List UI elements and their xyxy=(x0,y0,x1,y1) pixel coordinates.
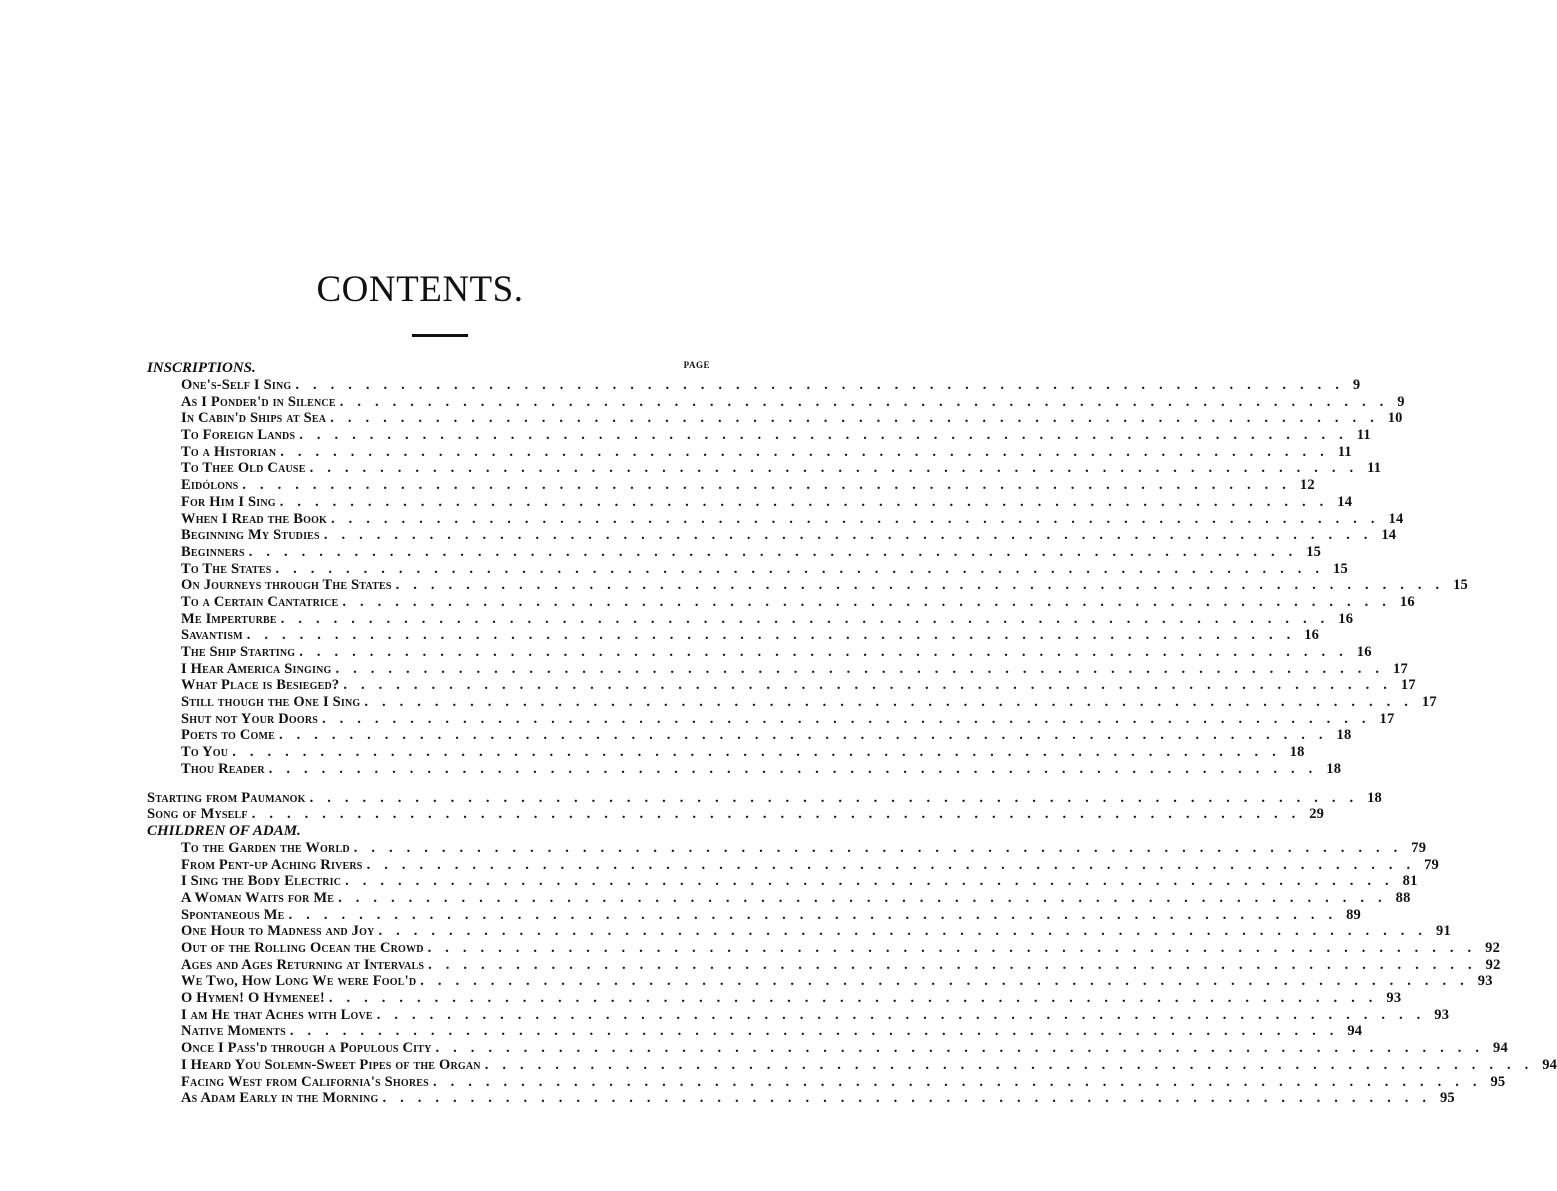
section-gap xyxy=(147,778,710,790)
toc-entry[interactable] xyxy=(147,923,1451,940)
entry-page-number: 11 xyxy=(1367,460,1382,477)
table-of-contents xyxy=(147,360,1557,1107)
toc-entry[interactable] xyxy=(147,873,1418,890)
page-column-label: PAGE xyxy=(683,360,710,370)
entry-title: From Pent-up Aching Rivers xyxy=(181,856,363,873)
dot-leader: ............................................................ xyxy=(335,660,1393,677)
dot-leader: ............................................................ xyxy=(364,694,1422,711)
dot-leader: ............................................................ xyxy=(420,973,1478,990)
section-heading: CHILDREN OF ADAM. xyxy=(147,822,301,839)
entry-page-number: 18 xyxy=(1367,789,1382,806)
entry-title: Beginners xyxy=(181,543,245,560)
entry-title: Song of Myself xyxy=(147,806,248,823)
toc-entry[interactable] xyxy=(147,940,1501,957)
dot-leader: ............................................................ xyxy=(366,856,1425,873)
entry-title: To Thee Old Cause xyxy=(181,460,306,477)
entry-page-number: 16 xyxy=(1304,627,1320,644)
entry-title: To The States xyxy=(181,560,272,577)
dot-leader: ............................................................ xyxy=(322,710,1380,727)
toc-entry[interactable] xyxy=(147,543,1322,561)
toc-entry[interactable] xyxy=(147,510,1404,528)
entry-page-number: 79 xyxy=(1424,856,1439,873)
dot-leader: ............................................................ xyxy=(330,410,1388,427)
toc-entry[interactable] xyxy=(147,1073,1506,1091)
toc-entry[interactable] xyxy=(147,1040,1508,1057)
dot-leader: ............................................................ xyxy=(279,493,1338,510)
entry-title: When I Read the Book xyxy=(181,510,328,527)
entry-title: Once I Pass'd through a Populous City xyxy=(181,1040,432,1057)
dot-leader: ............................................................ xyxy=(251,806,1310,823)
toc-entry[interactable] xyxy=(147,660,1408,678)
dot-leader: ............................................................ xyxy=(378,923,1437,940)
entry-title: To You xyxy=(181,744,229,761)
dot-leader: ............................................................ xyxy=(331,510,1389,527)
entry-page-number: 93 xyxy=(1477,973,1493,990)
toc-entry[interactable] xyxy=(147,789,1382,807)
entry-title: Still though the One I Sing xyxy=(181,694,361,711)
entry-page-number: 9 xyxy=(1352,377,1361,393)
toc-entry[interactable] xyxy=(147,377,1361,394)
entry-page-number: 88 xyxy=(1395,889,1411,906)
dot-leader: ............................................................ xyxy=(309,460,1368,477)
toc-entry[interactable] xyxy=(147,856,1439,874)
dot-leader: ............................................................ xyxy=(280,610,1339,627)
toc-entry[interactable] xyxy=(147,1056,1557,1074)
entry-page-number: 79 xyxy=(1411,839,1427,856)
toc-entry[interactable] xyxy=(147,906,1361,924)
dot-leader: ............................................................ xyxy=(376,1006,1435,1023)
toc-entry[interactable] xyxy=(147,610,1354,628)
dot-leader: ............................................................ xyxy=(299,644,1357,660)
dot-leader: ............................................................ xyxy=(395,577,1454,594)
dot-leader: ............................................................ xyxy=(345,873,1403,890)
entry-title: Ages and Ages Returning at Intervals xyxy=(181,956,425,973)
dot-leader: ............................................................ xyxy=(280,443,1338,460)
dot-leader: ............................................................ xyxy=(435,1040,1494,1057)
entry-page-number: 15 xyxy=(1453,577,1469,594)
dot-leader: ............................................................ xyxy=(275,560,1334,577)
toc-entry[interactable] xyxy=(147,644,1372,661)
entry-title: Eidólons xyxy=(181,477,239,494)
dot-leader: ............................................................ xyxy=(353,839,1412,856)
entry-page-number: 29 xyxy=(1309,806,1325,823)
toc-body xyxy=(147,360,1557,1107)
entry-title: For Him I Sing xyxy=(181,493,276,510)
dot-leader: ............................................................ xyxy=(428,956,1486,973)
entry-title: Spontaneous Me xyxy=(181,906,285,923)
toc-entry[interactable] xyxy=(147,427,1371,444)
entry-title: I am He that Aches with Love xyxy=(181,1006,373,1023)
entry-title: O Hymen! O Hymenee! xyxy=(181,990,325,1007)
entry-page-number: 94 xyxy=(1347,1023,1363,1040)
toc-entry[interactable] xyxy=(147,410,1403,427)
toc-entry[interactable] xyxy=(147,956,1501,974)
entry-title: The Ship Starting xyxy=(181,644,296,660)
entry-page-number: 16 xyxy=(1338,610,1354,627)
entry-page-number: 10 xyxy=(1387,410,1403,427)
entry-title: I Hear America Singing xyxy=(181,660,332,677)
entry-page-number: 17 xyxy=(1400,677,1416,694)
entry-page-number: 14 xyxy=(1337,493,1353,510)
entry-title: Starting from Paumanok xyxy=(147,789,306,806)
dot-leader: ............................................................ xyxy=(288,906,1347,923)
entry-title: To Foreign Lands xyxy=(181,427,296,444)
dot-leader: ............................................................ xyxy=(246,627,1305,644)
dot-leader: ............................................................ xyxy=(484,1056,1543,1073)
entry-title: Thou Reader xyxy=(181,760,265,777)
entry-page-number: 18 xyxy=(1336,727,1352,744)
entry-title: We Two, How Long We were Fool'd xyxy=(181,973,417,990)
entry-page-number: 16 xyxy=(1356,644,1372,660)
entry-title: On Journeys through The States xyxy=(181,577,392,594)
toc-entry[interactable] xyxy=(147,727,1352,744)
toc-entry[interactable] xyxy=(147,677,1416,694)
toc-entry[interactable] xyxy=(147,560,1348,578)
entry-page-number: 91 xyxy=(1436,923,1451,940)
toc-entry[interactable] xyxy=(147,1006,1450,1024)
entry-page-number: 15 xyxy=(1306,543,1322,560)
toc-entry[interactable] xyxy=(147,973,1493,990)
entry-title: To the Garden the World xyxy=(181,839,350,856)
toc-entry[interactable] xyxy=(147,443,1352,461)
dot-leader: ............................................................ xyxy=(299,427,1357,444)
entry-title: In Cabin'd Ships at Sea xyxy=(181,410,327,427)
toc-entry[interactable] xyxy=(147,839,1427,857)
dot-leader: ............................................................ xyxy=(339,393,1398,410)
toc-entry[interactable] xyxy=(147,477,1315,494)
toc-entry[interactable] xyxy=(147,710,1395,728)
dot-leader: ............................................................ xyxy=(248,543,1307,560)
toc-entry[interactable] xyxy=(147,393,1405,411)
entry-title: To a Historian xyxy=(181,443,277,460)
entry-title: I Heard You Solemn-Sweet Pipes of the Organ xyxy=(181,1056,481,1073)
dot-leader: ............................................................ xyxy=(427,940,1486,956)
toc-entry[interactable] xyxy=(147,990,1402,1007)
toc-entry[interactable] xyxy=(147,806,1325,823)
dot-leader: ............................................................ xyxy=(268,760,1327,777)
entry-title: Native Moments xyxy=(181,1023,286,1040)
entry-page-number: 92 xyxy=(1485,956,1501,973)
dot-leader: ............................................................ xyxy=(342,593,1400,610)
title-rule xyxy=(412,334,468,337)
dot-leader: ............................................................ xyxy=(309,789,1368,806)
toc-entry[interactable] xyxy=(147,460,1382,477)
dot-leader: ............................................................ xyxy=(279,727,1337,744)
entry-page-number: 14 xyxy=(1388,510,1404,527)
entry-page-number: 92 xyxy=(1485,940,1501,956)
entry-page-number: 94 xyxy=(1493,1040,1508,1057)
entry-title: Savantism xyxy=(181,627,243,644)
entry-page-number: 81 xyxy=(1402,873,1418,890)
entry-page-number: 95 xyxy=(1490,1073,1506,1090)
dot-leader: ............................................................ xyxy=(432,1073,1491,1090)
dot-leader: ............................................................ xyxy=(328,990,1387,1007)
entry-title: Poets to Come xyxy=(181,727,276,744)
entry-title: Out of the Rolling Ocean the Crowd xyxy=(181,940,424,956)
entry-page-number: 11 xyxy=(1337,443,1352,460)
page-title: CONTENTS. xyxy=(316,269,524,310)
entry-title: Facing West from California's Shores xyxy=(181,1073,429,1090)
entry-title: One's-Self I Sing xyxy=(181,377,292,393)
toc-entry[interactable] xyxy=(147,493,1353,511)
dot-leader: ............................................................ xyxy=(343,677,1401,694)
entry-page-number: 9 xyxy=(1397,393,1405,410)
dot-leader: ............................................................ xyxy=(338,889,1396,906)
dot-leader: ............................................................ xyxy=(382,1090,1440,1107)
entry-title: One Hour to Madness and Joy xyxy=(181,923,375,940)
entry-page-number: 89 xyxy=(1346,906,1361,923)
entry-title: Me Imperturbe xyxy=(181,610,277,627)
entry-page-number: 17 xyxy=(1421,694,1437,711)
entry-title: I Sing the Body Electric xyxy=(181,873,342,890)
entry-title: To a Certain Cantatrice xyxy=(181,593,339,610)
entry-page-number: 18 xyxy=(1289,744,1305,761)
toc-entry[interactable] xyxy=(147,1090,1455,1107)
entry-page-number: 95 xyxy=(1439,1090,1455,1107)
toc-entry[interactable] xyxy=(147,760,1342,778)
toc-entry[interactable] xyxy=(147,593,1415,611)
entry-page-number: 93 xyxy=(1434,1006,1450,1023)
dot-leader: ............................................................ xyxy=(289,1023,1348,1040)
dot-leader: ............................................................ xyxy=(323,527,1382,544)
entry-page-number: 93 xyxy=(1386,990,1402,1007)
entry-page-number: 16 xyxy=(1399,593,1415,610)
entry-title: What Place is Besieged? xyxy=(181,677,340,694)
entry-title: As Adam Early in the Morning xyxy=(181,1090,379,1107)
section-heading: INSCRIPTIONS. xyxy=(147,360,256,376)
dot-leader: ............................................................ xyxy=(242,477,1300,494)
entry-title: Shut not Your Doors xyxy=(181,710,319,727)
entry-page-number: 18 xyxy=(1326,760,1342,777)
entry-title: As I Ponder'd in Silence xyxy=(181,393,336,410)
entry-page-number: 15 xyxy=(1333,560,1348,577)
toc-entry[interactable] xyxy=(147,889,1411,907)
entry-page-number: 14 xyxy=(1381,527,1397,544)
entry-title: Beginning My Studies xyxy=(181,527,320,544)
entry-page-number: 17 xyxy=(1379,710,1395,727)
entry-page-number: 12 xyxy=(1299,477,1315,494)
toc-entry[interactable] xyxy=(147,527,1397,544)
toc-entry[interactable] xyxy=(147,1023,1363,1040)
toc-entry[interactable] xyxy=(147,744,1305,761)
entry-page-number: 11 xyxy=(1356,427,1371,444)
toc-entry[interactable] xyxy=(147,577,1469,594)
toc-entry[interactable] xyxy=(147,627,1320,644)
dot-leader: ............................................................ xyxy=(232,744,1290,761)
toc-entry[interactable] xyxy=(147,694,1437,711)
entry-page-number: 94 xyxy=(1542,1056,1557,1073)
dot-leader: ............................................................ xyxy=(295,377,1353,393)
entry-page-number: 17 xyxy=(1393,660,1408,677)
entry-title: A Woman Waits for Me xyxy=(181,889,335,906)
